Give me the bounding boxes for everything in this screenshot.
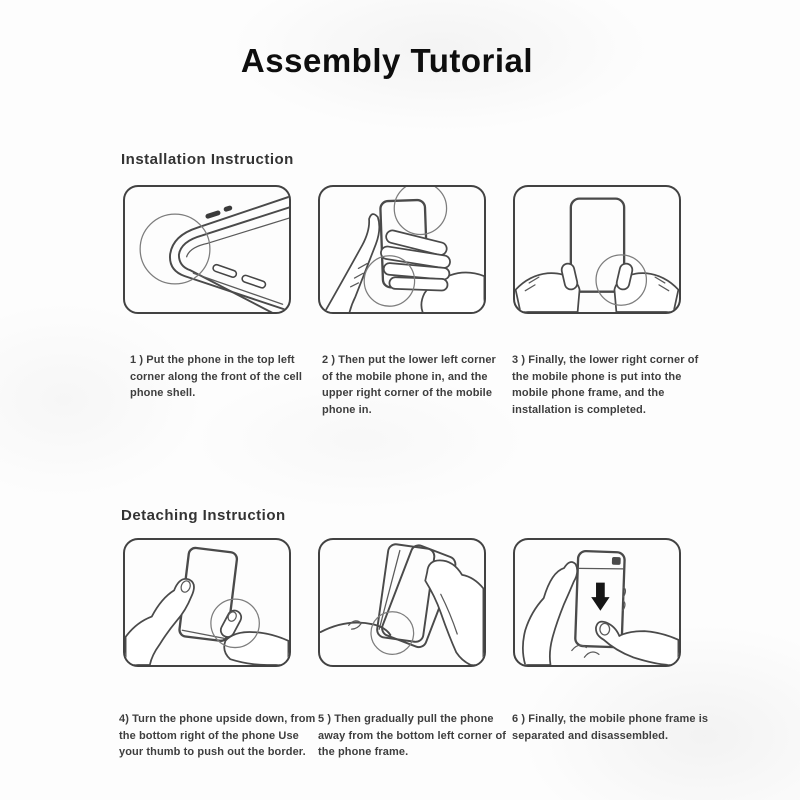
top-right-highlight-circle: [394, 187, 446, 234]
step-3-panel: [513, 185, 681, 314]
pulling-phone-away-from-frame-icon: [320, 540, 484, 665]
right-hand: [224, 632, 288, 665]
phone-outline: [571, 199, 624, 292]
camera-lens: [612, 557, 621, 565]
step-5-panel: [318, 538, 486, 667]
thumb-pushing-phone-border-icon: [125, 540, 289, 665]
step-4-caption: 4) Turn the phone upside down, from the bottom right of the phone Use your thumb to push out the border.: [119, 713, 316, 758]
thumbs-pressing-bottom-right-corner-icon: [515, 187, 679, 312]
down-arrow-icon: [596, 583, 605, 599]
right-hand-gripping: [425, 560, 483, 665]
step-1-caption: 1 ) Put the phone in the top left corner along the front of the cell phone shell.: [130, 354, 303, 399]
step-2-caption: 2 ) Then put the lower left corner of the mobile phone in, and the upper right corner of the mobile phone in.: [322, 354, 496, 416]
step-5-caption: 5 ) Then gradually pull the phone away from the bottom left corner of the phone frame.: [318, 713, 507, 758]
down-arrow-head: [591, 597, 609, 611]
step-4-panel: [123, 538, 291, 667]
frame-outline: [376, 543, 435, 643]
phone-back-down-arrow-separation-icon: [515, 540, 679, 665]
phone-case-top-left-corner-icon: [125, 187, 289, 312]
page-title: Assembly Tutorial: [240, 42, 534, 79]
step-6-caption: 6 ) Finally, the mobile phone frame is separated and disassembled.: [512, 713, 709, 742]
detaching-section-heading: Detaching Instruction: [121, 507, 286, 524]
step-1-panel: [123, 185, 291, 314]
step-3-caption: 3 ) Finally, the lower right corner of the mobile phone is put into the mobile phone frame, and the installation is completed.: [512, 354, 699, 416]
installation-section-heading: Installation Instruction: [121, 151, 294, 168]
left-hand-holding: [523, 562, 577, 665]
hands-inserting-phone-corners-icon: [320, 187, 484, 312]
step-2-panel: [318, 185, 486, 314]
corner-highlight-circle: [140, 214, 210, 284]
step-6-panel: [513, 538, 681, 667]
right-thumb-pressing: [596, 622, 678, 665]
